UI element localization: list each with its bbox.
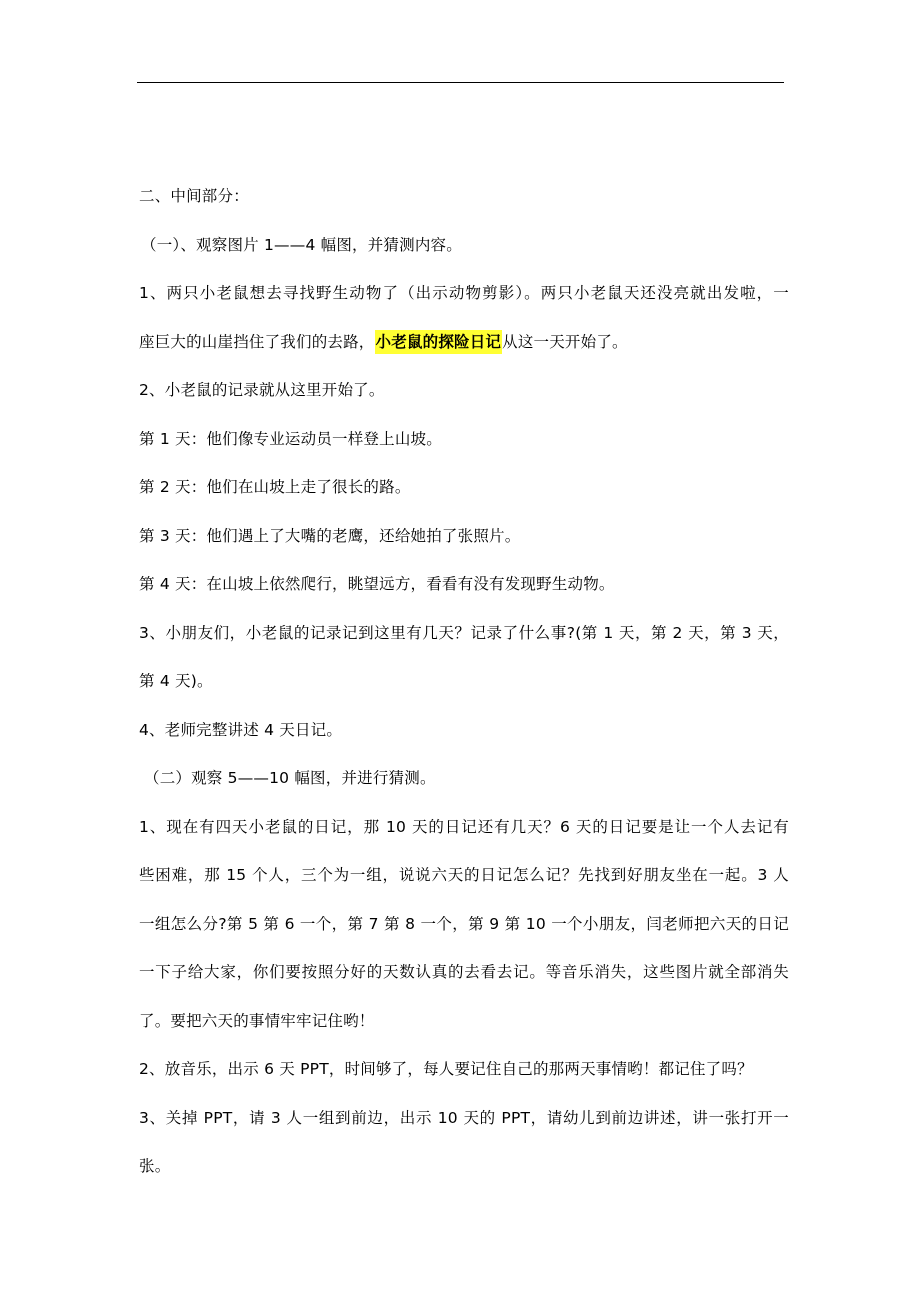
question-3-line-2: 张。 <box>139 1157 171 1175</box>
part1-heading: （一）、观察图片 1——4 幅图，并猜测内容。 <box>141 235 462 254</box>
section-heading: 二、中间部分： <box>139 187 249 205</box>
paragraph-1-text-before: 座巨大的山崖挡住了我们的去路， <box>139 332 375 351</box>
paragraph-1-text-after: 从这一天开始了。 <box>502 332 628 351</box>
paragraph-2: 2、小老鼠的记录就从这里开始了。 <box>139 381 385 399</box>
question-2: 2、放音乐，出示 6 天 PPT，时间够了，每人要记住自己的那两天事情哟！都记住了吗？ <box>139 1060 753 1078</box>
question-1-line-2: 些困难，那 15 个人，三个为一组，说说六天的日记怎么记？先找到好朋友坐在一起。3 人 <box>139 866 789 884</box>
highlighted-title: 小老鼠的探险日记 <box>375 330 503 354</box>
paragraph-1-line-1: 1、两只小老鼠想去寻找野生动物了（出示动物剪影）。两只小老鼠天还没亮就出发啦，一 <box>139 284 789 302</box>
paragraph-1-line-2 <box>139 318 789 367</box>
part2-heading: （二）观察 5——10 幅图，并进行猜测。 <box>144 769 436 787</box>
question-1-line-1: 1、现在有四天小老鼠的日记，那 10 天的日记还有几天？6 天的日记要是让一个人去记有 <box>139 817 789 836</box>
paragraph-3-line-2: 第 4 天)。 <box>139 672 213 690</box>
question-3-line-1: 3、关掉 PPT，请 3 人一组到前边，出示 10 天的 PPT，请幼儿到前边讲述，讲一张打开一 <box>139 1108 789 1127</box>
question-1-line-5: 了。要把六天的事情牢牢记住哟！ <box>139 1011 375 1030</box>
paragraph-3-line-1: 3、小朋友们，小老鼠的记录记到这里有几天？记录了什么事?(第 1 天，第 2 天，第 3 天， <box>139 623 789 642</box>
question-1-line-4: 一下子给大家，你们要按照分好的天数认真的去看去记。等音乐消失，这些图片就全部消失 <box>139 963 789 981</box>
diary-day-1: 第 1 天：他们像专业运动员一样登上山坡。 <box>139 429 442 448</box>
diary-day-2: 第 2 天：他们在山坡上走了很长的路。 <box>139 478 411 496</box>
diary-day-3: 第 3 天：他们遇上了大嘴的老鹰，还给她拍了张照片。 <box>139 526 521 545</box>
document-body <box>139 172 789 1191</box>
paragraph-4: 4、老师完整讲述 4 天日记。 <box>139 720 343 739</box>
question-1-line-3: 一组怎么分?第 5 第 6 一个，第 7 第 8 一个，第 9 第 10 一个小朋友，闫老师把六天的日记 <box>139 914 789 933</box>
diary-day-4: 第 4 天：在山坡上依然爬行，眺望远方，看看有没有发现野生动物。 <box>139 575 615 593</box>
header-rule <box>137 82 784 83</box>
